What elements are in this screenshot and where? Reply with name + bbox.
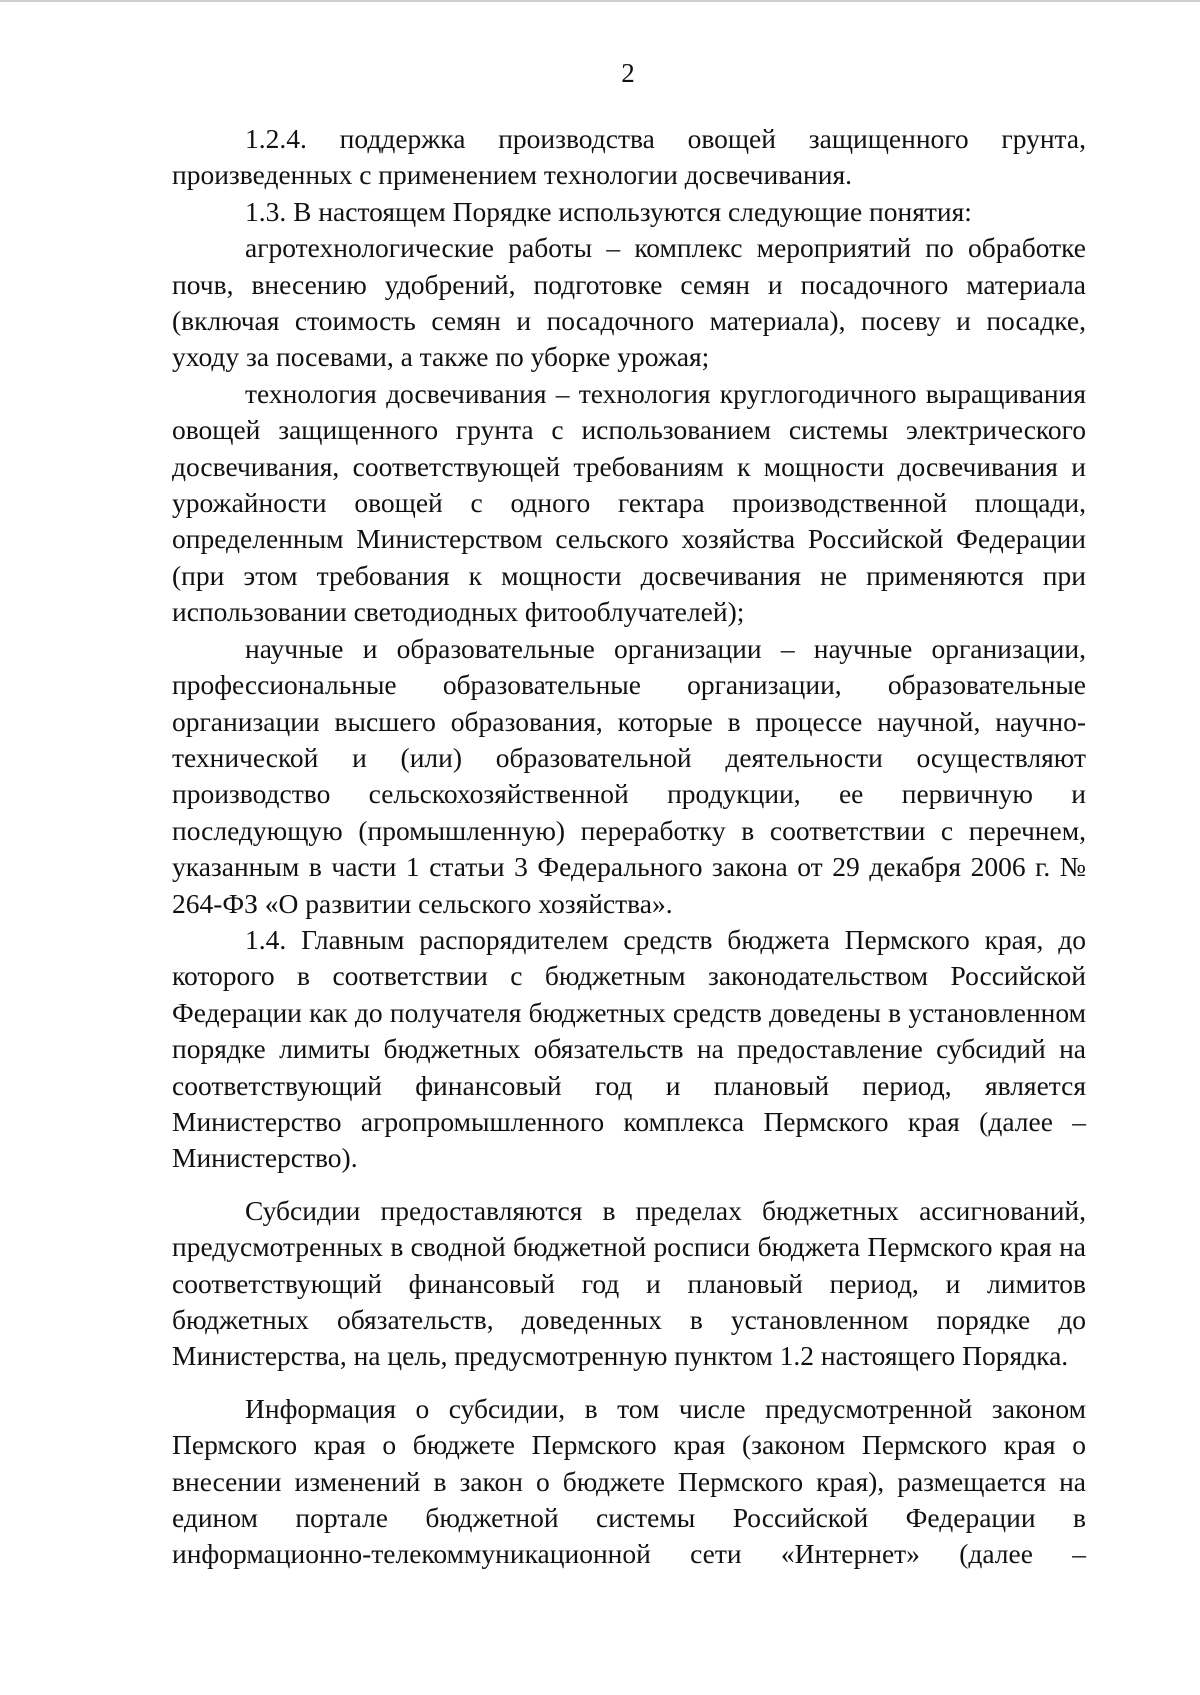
scan-edge-line [0,0,1200,2]
definition-supplementary-lighting-technology: технология досвечивания – технология круглогодичного выращивания овощей защищенного грунта с использованием системы электрического досвечивания, соответствующей требованиям к мощности досвечивания и урожайности овощей с одного гектара производственной площади, определенным Министерством сельского хозяйства Российской Федерации (при этом требования к мощности досвечивания не применяются при использовании светодиодных фитооблучателей); [172,377,1086,628]
paragraph-1-3: 1.3. В настоящем Порядке используются следующие понятия: [245,195,972,227]
definition-agrotechnological-works: агротехнологические работы – комплекс мероприятий по обработке почв, внесению удобрений, подготовке семян и посадочного материала (включая стоимость семян и посадочного материала), посеву и посадке, уходу за посевами, а также по уборке урожая; [172,232,1086,373]
definition-scientific-educational-organizations: научные и образовательные организации – научные организации, профессиональные образовательные организации, образовательные организации высшего образования, которые в процессе научной, научно-технической и (или) образовательной деятельности осуществляют производство сельскохозяйственной продукции, ее первичную и последующую (промышленную) переработку в соответствии с перечнем, указанным в части 1 статьи 3 Федерального закона от 29 декабря 2006 г. № 264-ФЗ «О развитии сельского хозяйства». [172,632,1086,919]
paragraph-1-4: 1.4. Главным распорядителем средств бюджета Пермского края, до которого в соответствии с бюджетным законодательством Российской Федерации как до получателя бюджетных средств доведены в установленном порядке лимиты бюджетных обязательств на предоставление субсидий на соответствующий финансовый год и плановый период, является Министерство агропромышленного комплекса Пермского края (далее – Министерство). [172,923,1086,1174]
document-body [172,121,1086,1573]
paragraph-1-2-4: 1.2.4. поддержка производства овощей защищенного грунта, произведенных с применением технологии досвечивания. [172,123,1086,191]
paragraph-subsidy-information: Информация о субсидии, в том числе предусмотренной законом Пермского края о бюджете Пермского края (законом Пермского края о внесении изменений в закон о бюджете Пермского края), размещается на едином портале бюджетной системы Российской Федерации в информационно-телекоммуникационной сети «Интернет» (далее – [172,1392,1086,1570]
paragraph-subsidies-limits: Субсидии предоставляются в пределах бюджетных ассигнований, предусмотренных в сводной бюджетной росписи бюджета Пермского края на соответствующий финансовый год и плановый период, и лимитов бюджетных обязательств, доведенных в установленном порядке до Министерства, на цель, предусмотренную пунктом 1.2 настоящего Порядка. [172,1194,1086,1372]
page-number: 2 [621,58,635,88]
